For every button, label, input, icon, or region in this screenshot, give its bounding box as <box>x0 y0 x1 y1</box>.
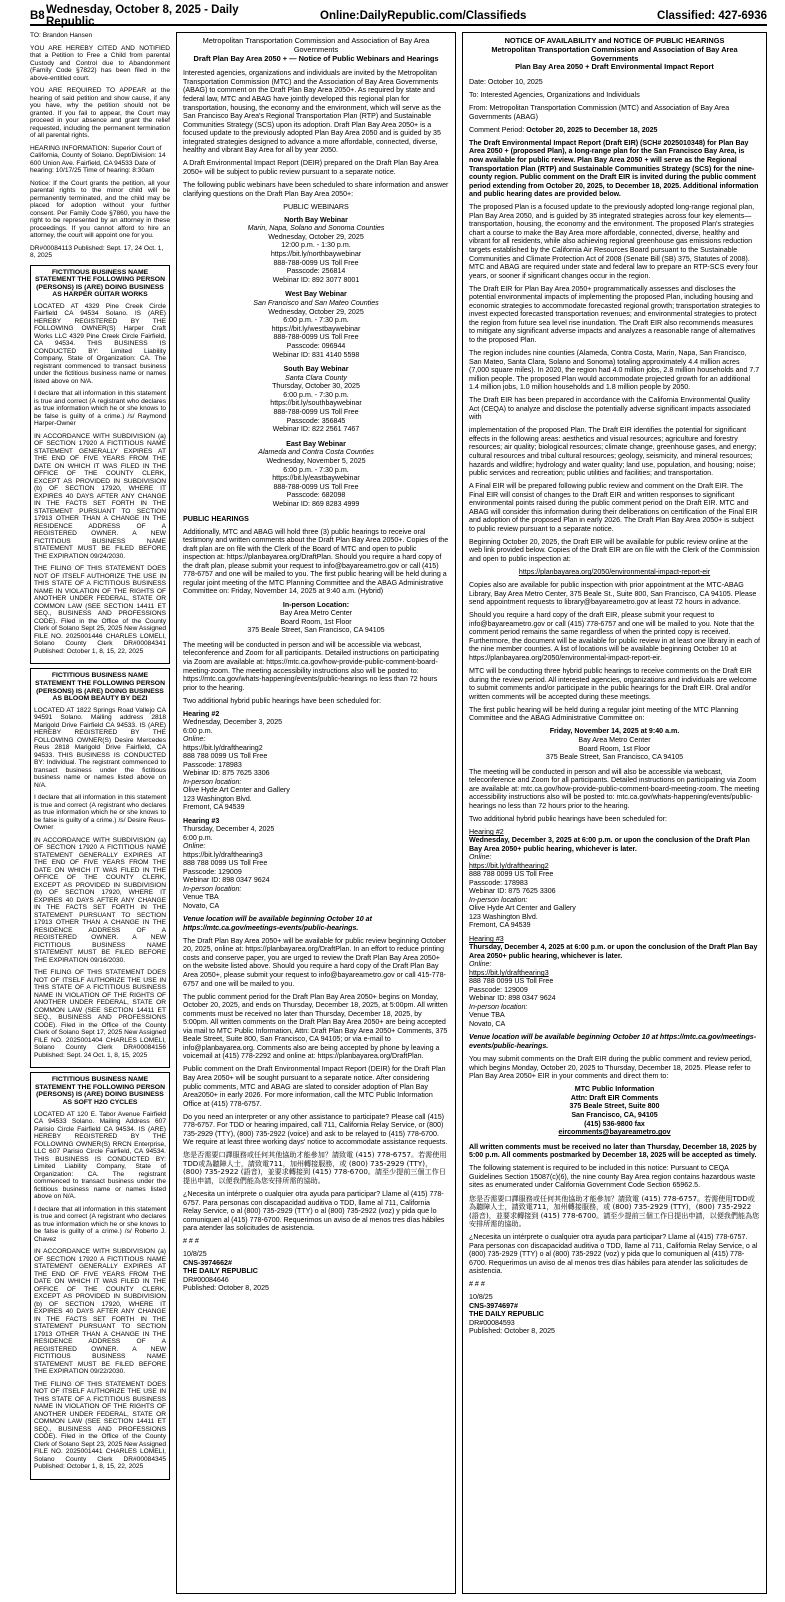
fbn-para: IN ACCORDANCE WITH SUBDIVISION (a) OF SECTION 17920 A FICTITIOUS NAME STATEMENT GENERALLY EXPIRES AT THE END OF FIVE YEARS FROM THE DATE ON WHICH IT WAS FILED IN THE OFFICE OF THE COUNTY CLERK, EXCEPT AS PROVIDED IN SUBDIVISION (b) OF SECTION 17920, WHERE IT EXPIRES 40 DAYS AFTER ANY CHANGE IN THE FACTS SET FORTH IN THE STATEMENT PURSUANT TO SECTION 17913 OTHER THAN A CHANGE IN THE RESIDENCE ADDRESS OF A REGISTERED OWNER. A NEW FICTITIOUS BUSINESS NAME STATEMENT MUST BE FILED BEFORE THE EXPIRATION 09/24/2030. <box>34 432 166 560</box>
notice-para: Two additional hybrid public hearings have been scheduled for: <box>183 696 381 705</box>
notice-para: Additionally, MTC and ABAG will hold three (3) public hearings to receive oral testimony and written comments about the Draft Plan Bay Area 2050+. Copies of the draft plan are on file with the Clerk of the Board of MTC and open to public inspection at: https://planbayarea.org/DraftPlan. Should you require a hard copy of the draft plan, please submit your request to info@bayareametro.gov or call (415) 778-6757 and one will be mailed to you. The first public hearing will be held during a regular joint meeting of the MTC Planning Committee and the ABAG Administrative Committee on: Friday, November 14, 2025 at 9:40 a.m. (Hybrid) <box>183 527 449 596</box>
legal-notices-column <box>30 32 170 1594</box>
webinar-link[interactable]: https://bit.ly/northbaywebinar <box>270 249 362 258</box>
eir-para-chinese: 您是否需要口譯服務或任何其他協助才能參加？請致電 (415) 778-6757。若需使用TDD或為聽障人士，請致電711，加州轉接服務，或 (800) 735-2929 (TTY)，(800) 735-2922 (語音)，並要求轉接到 (415) 778-6700。請至少提前三個工作日提出申請，以便我們能為您安排所需的協助。 <box>469 1193 760 1229</box>
notice-heading: Draft Plan Bay Area 2050 + — Notice of Public Webinars and Hearings <box>193 53 439 63</box>
citation-published: DR#00084113 Published: Sept. 17, 24 Oct. 1, 8, 2025 <box>30 244 164 259</box>
meeting-date: Friday, November 14, 2025 at 9:40 a.m. <box>549 727 680 736</box>
fbn-para: I declare that all information in this statement is true and correct (A registrant who declares as true information which he or she knows to be false is guilty of a crime.) /s/ Desire Reus-Owner <box>34 794 166 832</box>
hearing-online-label: Online: <box>469 853 492 862</box>
hearing-passcode: Passcode: 129009 <box>469 985 528 994</box>
notice-para-spanish: ¿Necesita un intérprete o cualquier otra ayuda para participar? Llame al (415) 778-6757. Para personas con discapacidad auditiva o TDD, llame al 711, California Relay Service, o al (800) 735-2929 (TTY) o al (800) 735-2922 (voz) y pida que lo comuniquen al (415) 778-6700. Requerimos un aviso de al menos tres días hábiles para atender las solicitudes de asistencia. <box>183 1190 445 1233</box>
eir-para: The following statement is required to be included in this notice: Pursuant to CEQA Guidelines Section 15087(c)(6), the nine county Bay Area region contains hazardous waste sites as enumerated under California Government Code Section 65962.5. <box>469 1164 756 1190</box>
webinar-time: 6:00 p.m. - 7:30 p.m. <box>283 390 349 399</box>
webinar-counties: Marin, Napa, Solano and Sonoma Counties <box>247 224 385 233</box>
fbn-para: I declare that all information in this statement is true and correct (A registrant who declares as true information which he or she knows to be false is guilty of a crime.) /s/ Raymond Harper-Owner <box>34 390 166 428</box>
address-line: MTC Public Information <box>574 1085 655 1094</box>
notice-agencies: Metropolitan Transportation Commission and Association of Bay Area Governments <box>202 36 430 54</box>
webinar-id: Webinar ID: 831 4140 5598 <box>272 350 360 359</box>
webinar-date: Thursday, October 30, 2025 <box>272 382 360 391</box>
webinar-passcode: Passcode: 356845 <box>286 416 346 425</box>
end-mark: # # # <box>183 1237 199 1246</box>
footer-dr: DR#00084593 <box>469 1318 515 1327</box>
eir-para: Copies also are available for public inspection with prior appointment at the MTC-ABAG Library, Bay Area Metro Center, 375 Beale St., Suite 800, San Francisco, CA 94105. Please send appointment requests to library@bayareametro.gov at least 72 hours in advance. <box>469 581 757 607</box>
hearing-online-label: Online: <box>183 842 206 851</box>
hearing-webinar-id: Webinar ID: 898 0347 9624 <box>183 876 270 885</box>
fbn-para: I declare that all information in this statement is true and correct (A registrant who declares as true information which he or she knows to be false is guilty of a crime.) /s/ Roberto J. Chavez <box>34 1205 166 1243</box>
end-mark: # # # <box>469 1280 485 1289</box>
location-line: 375 Beale Street, San Francisco, CA 94105 <box>247 626 385 635</box>
footer-paper: THE DAILY REPUBLIC <box>469 1310 544 1319</box>
webinars-heading: PUBLIC WEBINARS <box>283 202 349 211</box>
notice-para-chinese: 您是否需要口譯服務或任何其他協助才能參加？請致電 (415) 778-6757。若需使用TDD或為聽障人士，請致電711，加州轉接服務，或 (800) 735-2929 (TTY)，(800) 735-2922 (語音)，並要求轉接到 (415) 778-6700。請至少提前三個工作日提出申請，以便我們能為您安排所需的協助。 <box>183 1150 447 1186</box>
hearing-phone: 888 788 0099 US Toll Free <box>469 977 554 986</box>
address-line: 375 Beale Street, Suite 800 <box>569 1102 660 1111</box>
webinar-name: North Bay Webinar <box>284 215 348 224</box>
eir-deadline: All written comments must be received no later than Thursday, December 18, 2025 by 5:00 p.m. All comments postmarked by December 18, 2025 will be accepted as timely. <box>469 1142 757 1160</box>
meeting-line: Bay Area Metro Center <box>578 735 651 744</box>
webinar-counties: Alameda and Contra Costa Counties <box>258 448 374 457</box>
webinar-passcode: Passcode: 682098 <box>286 491 346 500</box>
webinar-name: South Bay Webinar <box>283 365 349 374</box>
period-value: October 20, 2025 to December 18, 2025 <box>526 125 658 134</box>
hearing-webinar-id: Webinar ID: 875 7625 3306 <box>183 769 270 778</box>
eir-availability-notice <box>462 32 767 1594</box>
webinar-phone: 888-788-0099 US Toll Free <box>273 258 359 267</box>
webinar-east-bay <box>183 440 449 509</box>
webinar-passcode: Passcode: 256814 <box>286 267 346 276</box>
fbn-statement-bloom-beauty <box>30 668 170 1068</box>
hearing-venue: Venue TBA <box>469 1011 505 1020</box>
webinar-phone: 888-788-0099 US Toll Free <box>273 482 359 491</box>
fbn-para: THE FILING OF THIS STATEMENT DOES NOT OF ITSELF AUTHORIZE THE USE IN THIS STATE OF A FICTITIOUS BUSINESS NAME IN VIOLATION OF THE RIGHTS OF ANOTHER UNDER FEDERAL, STATE OR COMMON LAW (SEE SECTION 14411 ET SEQ., BUSINESS AND PROFESSIONS CODE). Filed in the Office of the County Clerk of Solano Sept 25, 2025 New Assigned FILE NO. 2025001446 CHARLES LOMELI, Solano County Clerk DR#00084341 Published: October 1, 8, 15, 22, 2025 <box>34 565 166 655</box>
webinar-phone: 888-788-0099 US Toll Free <box>273 333 359 342</box>
in-person-location <box>183 601 449 635</box>
hearing-information: HEARING INFORMATION: Superior Court of California, County of Solano. Dept/Division: 14 600 Union Ave. Fairfield, CA 94533 Date of hearing: 10/17/25 Time of hearing: 8:30am <box>30 144 166 174</box>
footer-cns: CNS-3974697# <box>469 1301 518 1310</box>
eir-para: implementation of the proposed Plan. The Draft EIR identifies the potential for significant effects in the following areas: aesthetics and visual resources; agriculture and forestry resources; air quality; biological resources; climate change, greenhouse gases, and energy; cultural resources and tribal cultural resources; geology, seismicity, and mineral resources; hazards and wildfire; hydrology and water quality; land use, population, and housing; noise; public services and recreation; public utilities and facilities; and transportation. <box>469 426 757 478</box>
footer-cns: CNS-3974662# <box>183 1258 232 1267</box>
eir-to: To: Interested Agencies, Organizations and Individuals <box>469 91 640 100</box>
hearing-link[interactable]: https://bit.ly/drafthearing3 <box>469 968 549 977</box>
hearing-city: Novato, CA <box>183 901 220 910</box>
address-fax: (415) 536-9800 fax <box>584 1119 645 1128</box>
hearing-city: Novato, CA <box>469 1019 506 1028</box>
webinar-passcode: Passcode: 096944 <box>286 341 346 350</box>
fbn-statement-harper-guitar-works <box>30 265 170 665</box>
hearing-address: 123 Washington Blvd. <box>469 912 538 921</box>
hearing-label: Hearing #3 <box>469 934 504 943</box>
footer-paper: THE DAILY REPUBLIC <box>183 1267 258 1276</box>
webinars-hearings-notice <box>176 32 456 1594</box>
webinar-time: 6:00 p.m. - 7:30 p.m. <box>283 465 349 474</box>
hearing-time: 6:00 p.m. <box>183 833 213 842</box>
webinar-counties: Santa Clara County <box>285 373 347 382</box>
webinar-link[interactable]: https://bit.ly/southbaywebinar <box>270 399 362 408</box>
hearing-online-label: Online: <box>469 960 492 969</box>
webinar-id: Webinar ID: 822 2561 7467 <box>272 425 360 434</box>
notice-para: Do you need an interpreter or any other assistance to participate? Please call (415) 778-6757. For TDD or hearing impaired, call 711, California Relay Service, or (800) 735-2929 (TTY), (800) 735-2922 (voice) and ask to be relayed to (415) 778-6700. We require at least three working days' notice to accommodate assistance requests. <box>183 1112 448 1147</box>
webinar-link[interactable]: https://bit.ly/eastbaywebinar <box>272 474 360 483</box>
notice-title <box>183 37 449 63</box>
address-line: San Francisco, CA, 94105 <box>571 1111 658 1119</box>
eir-hearing-3 <box>469 935 760 1029</box>
notice-para: Interested agencies, organizations and individuals are invited by the Metropolitan Transportation Commission (MTC) and the Association of Bay Area Governments (ABAG) to comment on the Draft Plan Bay Area 2050+. As required by state and federal law, MTC and ABAG have jointly developed this regional plan for transportation, housing, the economy and the environment, which will serve as the San Francisco Bay Area's Regional Transportation Plan (RTP) and Sustainable Communities Strategy (SCS) upon its adoption. Draft Plan Bay Area 2050+ is a focused update to the previously adopted Plan Bay Area 2050 and is guided by 35 integrated strategies designed to advance a more affordable, connected, diverse, healthy and vibrant Bay Area for all by year 2050. <box>183 69 441 155</box>
eir-para: The Draft EIR has been prepared in accordance with the California Environmental Quality Act (CEQA) to analyze and disclose the potentially adverse significant impacts associated with <box>469 396 751 422</box>
webinar-phone: 888-788-0099 US Toll Free <box>273 408 359 417</box>
hearing-online-label: Online: <box>183 735 206 744</box>
eir-para: The meeting will be conducted in person and will also be accessible via webcast, teleconference and Zoom for all participants. Detailed instructions on participating via Zoom are available at: mtc.ca.gov/how-provide-public-comment-board-meeting-zoom. The meeting accessibility instructions also will be posted to: mtc.ca.gov/whats-happening/events/public-hearings no less than 72 hours prior to the hearing. <box>469 767 760 810</box>
webinar-id: Webinar ID: 869 8283 4999 <box>272 500 360 508</box>
header-date: Wednesday, October 8, 2025 - Daily Republic <box>46 4 239 28</box>
hearing-link[interactable]: https://bit.ly/drafthearing2 <box>183 743 263 752</box>
eir-title-line: Metropolitan Transportation Commission and Association of Bay Area Governments <box>491 44 738 63</box>
location-label: In-person Location: <box>282 600 350 609</box>
period-label: Comment Period: <box>469 125 527 134</box>
fbn-title: FICTITIOUS BUSINESS NAME STATEMENT THE FOLLOWING PERSON (PERSONS) IS (ARE) DOING BUSINESS AS SOFT H2O CYCLES <box>34 1076 166 1107</box>
hearing-label: Hearing #2 <box>469 827 504 836</box>
footer-published: Published: October 8, 2025 <box>183 1284 269 1293</box>
eir-para: The first public hearing will be held during a regular joint meeting of the MTC Planning Committee and the ABAG Administrative Committee on: <box>469 705 739 723</box>
webinar-link[interactable]: https://bit.ly/westbaywebinar <box>271 324 361 333</box>
eir-date: Date: October 10, 2025 <box>469 78 543 87</box>
hearing-passcode: Passcode: 178983 <box>183 760 242 769</box>
eir-para-spanish: ¿Necesita un intérprete o cualquier otra ayuda para participar? Llame al (415) 778-6757. Para personas con discapacidad auditiva o TDD, llame al 711, California Relay Service, o al (800) 735-2929 (TTY) o al (800) 735-2922 (voz) y pida que lo comuniquen al (415) 778-6700. Requerimos un aviso de al menos tres días hábiles para atender las solicitudes de asistencia. <box>469 1233 758 1276</box>
webinar-date: Wednesday, October 29, 2025 <box>268 232 364 241</box>
hearing-inperson-label: In-person location: <box>183 884 242 893</box>
meeting-line: 375 Beale Street, San Francisco, CA 94105 <box>545 753 684 762</box>
fbn-statement-soft-h2o-cycles <box>30 1072 170 1479</box>
eir-para: Should you require a hard copy of the draft EIR, please submit your request to info@bayareametro.gov or call (415) 778-6757 and one will be mailed to you. Note that the comment period remains the same regardless of when the printed copy is received. Furthermore, the document will be available for public review in at least one library in each of the nine member counties. A list of locations will be available beginning October 10 at https://planbayarea.org/2050/environmental-impact-report-eir. <box>469 611 760 662</box>
notice-para: The following public webinars have been scheduled to share information and answer clarifying questions on the Draft Plan Bay Area 2050+: <box>183 180 449 198</box>
footer-date: 10/8/25 <box>183 1250 207 1259</box>
hearing-label: Hearing #2 <box>183 709 220 718</box>
address-line: Attn: Draft EIR Comments <box>570 1093 659 1102</box>
webinar-name: East Bay Webinar <box>286 439 346 448</box>
hearing-3 <box>183 817 449 911</box>
hearing-phone: 888 788 0099 US Toll Free <box>469 870 554 879</box>
fbn-para: THE FILING OF THIS STATEMENT DOES NOT OF ITSELF AUTHORIZE THE USE IN THIS STATE OF A FICTITIOUS BUSINESS NAME IN VIOLATION OF THE RIGHTS OF ANOTHER UNDER FEDERAL, STATE OR COMMON LAW (SEE SECTION 14411 ET SEQ., BUSINESS AND PROFESSIONS CODE). Filed in the Office of the County Clerk of Solano Sept 17, 2025 New Assigned FILE NO. 2025001404 CHARLES LOMELI, Solano County Clerk DR#00084156 Published: Sept. 24 Oct. 1, 8, 15, 2025 <box>34 969 166 1059</box>
hearing-inperson-label: In-person location: <box>469 1002 528 1011</box>
citation-para: Notice: If the Court grants the petition, all your parental rights to the minor child will be permanently terminated, and the child may be placed for adoption without your further consent. Per Family Code §7860, you have the right to be represented by an attorney in these proceedings. If you cannot afford to hire an attorney, the court will appoint one for you. <box>30 179 170 239</box>
webinar-counties: San Francisco and San Mateo Counties <box>253 298 379 307</box>
hearing-date: Wednesday, December 3, 2025 <box>183 718 283 727</box>
webinar-name: West Bay Webinar <box>285 290 347 299</box>
hearing-label: Hearing #3 <box>183 816 220 825</box>
notice-para: A Draft Environmental Impact Report (DEIR) prepared on the Draft Plan Bay Area 2050+ will be subject to public review pursuant to a separate notice. <box>183 159 439 176</box>
eir-para: Two additional hybrid public hearings have been scheduled for: <box>469 814 667 823</box>
eir-link[interactable]: https://planbayarea.org/2050/environmental-impact-report-eir <box>518 568 711 577</box>
hearing-venue: Olive Hyde Art Center and Gallery <box>469 904 576 913</box>
citation-para: YOU ARE HEREBY CITED AND NOTIFIED that a Petition to Free a Child from parental Custody and Control due to Abandonment (Family Code §7822) has been filed in the above-entitled court. <box>30 44 170 82</box>
webinar-id: Webinar ID: 892 3077 8001 <box>272 275 360 284</box>
citation-para: YOU ARE REQUIRED TO APPEAR at the hearing of said petition and show cause, if any you have, why the petition should not be granted. If you fail to appear, the Court may proceed in your absence and grant the relief requested, including the permanent termination of all parental rights. <box>30 87 170 139</box>
hearing-time: 6:00 p.m. <box>183 726 213 735</box>
hearing-2 <box>183 710 449 812</box>
notice-para: Public comment on the Draft Environmental Impact Report (DEIR) for the Draft Plan Bay Area 2050+ will be sought pursuant to a separate notice. After considering public comments, MTC and ABAG are slated to consider adoption of Plan Bay Area2050+ in early 2026. For more information, call the MTC Public Information Office at (415) 778-6757. <box>183 1065 446 1108</box>
eir-para: The Draft EIR for Plan Bay Area 2050+ programmatically assesses and discloses the potential environmental impacts of implementing the proposed Plan, including housing and economic strategies to accommodate forecasted regional growth; transportation strategies to invest expected forecasted transportation revenues; and environmental strategies to protect the region from future sea level rise inundation. The Draft EIR also recommends measures to mitigate any significant adverse impacts and analyzes a reasonable range of alternatives to the proposed Plan. <box>469 284 760 344</box>
eir-comment-period <box>469 126 760 135</box>
footer-dr: DR#00084646 <box>183 1275 229 1284</box>
eir-para: MTC will be conducting three hybrid public hearings to receive comments on the Draft EIR during the review period. All interested agencies, organizations and individuals are welcome to submit comments and/or participate in the public hearings for the Draft EIR. Oral and/or written comments will be accepted during these meetings. <box>469 667 757 701</box>
meeting-line: Board Room, 1st Floor <box>578 744 651 753</box>
eir-title <box>469 37 760 72</box>
eir-para: The proposed Plan is a focused update to the previously adopted long-range regional plan, Plan Bay Area 2050, and is guided by 35 integrated strategies across four key elements—transportation, housing, the economy and the environment. The proposed Plan's strategies chart a course to make the Bay Area more affordable, connected, diverse, healthy and vibrant for all residents, while also achieving regional greenhouse gas emissions reduction targets established by the California Air Resources Board pursuant to the Sustainable Communities and Climate Protection Act of 2008 (Senate Bill (SB) 375, Statutes of 2008). MTC and ABAG are required under state and federal law to prepare an RTP-SCS every four years, or sooner if significant changes occur in the region. <box>469 203 758 280</box>
hearing-venue: Venue TBA <box>183 893 219 902</box>
webinar-time: 12:00 p.m. - 1:30 p.m. <box>281 241 351 250</box>
hearing-inperson-label: In-person location: <box>183 777 242 786</box>
notice-para: The public comment period for the Draft Plan Bay Area 2050+ begins on Monday, October 20, 2025, and ends on Thursday, December 18, 2025, at 5:00pm. All written comments must be received no later than Thursday, December 18, 2025, by 5:00pm. All written comments on the Draft Plan Bay Area 2050+ are being accepted via mail to MTC Public Information, Attn: Draft Plan Bay Area 2050+ Comments, 375 Beale Street, Suite 800, San Francisco, CA 94105; or via e-mail to info@planbayarea.org. Comments also are being accepted by phone by leaving a voicemail at (415) 778-2292 and online at: https://planbayarea.org/DraftPlan. <box>183 992 448 1061</box>
comment-address <box>469 1085 760 1137</box>
hearing-webinar-id: Webinar ID: 875 7625 3306 <box>469 887 556 896</box>
hearing-webinar-id: Webinar ID: 898 0347 9624 <box>469 994 556 1003</box>
webinar-west-bay <box>183 290 449 359</box>
fbn-para: IN ACCORDANCE WITH SUBDIVISION (a) OF SECTION 17920 A FICTITIOUS NAME STATEMENT GENERALLY EXPIRES AT THE END OF FIVE YEARS FROM THE DATE ON WHICH IT WAS FILED IN THE OFFICE OF THE COUNTY CLERK, EXCEPT AS PROVIDED IN SUBDIVISION (b) OF SECTION 17920, WHERE IT EXPIRES 40 DAYS AFTER ANY CHANGE IN THE FACTS SET FORTH IN THE STATEMENT PURSUANT TO SECTION 17913 OTHER THAN A CHANGE IN THE RESIDENCE ADDRESS OF A REGISTERED OWNER. A NEW FICTITIOUS BUSINESS NAME STATEMENT MUST BE FILED BEFORE THE EXPIRATION 09/16/2030. <box>34 836 166 964</box>
fbn-title: FICTITIOUS BUSINESS NAME STATEMENT THE FOLLOWING PERSON (PERSONS) IS (ARE) DOING BUSINESS AS HARPER GUITAR WORKS <box>34 268 166 299</box>
webinar-time: 6:00 p.m. - 7:30 p.m. <box>283 316 349 325</box>
eir-para: The region includes nine counties (Alameda, Contra Costa, Marin, Napa, San Francisco, San Mateo, Santa Clara, Solano and Sonoma) totaling approximately 4.4 million acres (7,000 square miles). In 2020, the region had 4.0 million jobs, 2.8 million households and 7.7 million people. The proposed Plan would accommodate projected growth for an additional 1.4 million jobs, 1.0 million households and 1.8 million people by 2050. <box>469 349 760 392</box>
citation-to: TO: Brandon Hansen <box>30 32 93 39</box>
hearing-link[interactable]: https://bit.ly/drafthearing2 <box>469 861 549 870</box>
header-classified-phone: Classified: 427-6936 <box>657 10 767 22</box>
fbn-para: LOCATED AT 1822 Springs Road Vallejo CA 94591 Solano. Mailing address 2818 Marigold Drive Fairfield CA 94533. IS (ARE) HEREBY REGISTERED BY THE FOLLOWING OWNER(S) Desire Mercedes Reus 2818 Marigold Drive Fairfield, CA 94533. THIS BUSINESS IS CONDUCTED BY: Individual. The registrant commenced to transact business under the fictitious business name or names listed above on N/A. <box>34 706 166 789</box>
notice-para: The Draft Plan Bay Area 2050+ will be available for public review beginning October 20, 2025, online at: https://planbayarea.org/DraftPlan. In an effort to reduce printing costs and conserve paper, you are urged to review the Draft Plan Bay Area 2050+ on the website listed above. Should you require a hard copy of the Draft Plan Bay Area 2050+, please submit your request to info@bayareametro.gov or call 415-778-6757 and one will be mailed to you. <box>183 936 447 988</box>
footer-date: 10/8/25 <box>469 1293 493 1302</box>
eir-meeting-location <box>469 727 760 761</box>
hearing-venue: Olive Hyde Art Center and Gallery <box>183 786 290 795</box>
notice-para: The meeting will be conducted in person and will be accessible via webcast, teleconference and Zoom for all participants. Detailed instructions on participating via Zoom are available at: https://mtc.ca.gov/how-provide-public-comment-board-meeting-zoom. The meeting accessibility instructions also will be posted to: https://mtc.ca.gov/whats-happening/events/public-hearings no less than 72 hours prior to the hearing. <box>183 640 439 692</box>
location-line: Bay Area Metro Center <box>279 609 353 618</box>
header-site-link[interactable]: Online:DailyRepublic.com/Classifieds <box>320 10 527 22</box>
hearing-city: Fremont, CA 94539 <box>183 803 245 812</box>
fbn-para: THE FILING OF THIS STATEMENT DOES NOT OF ITSELF AUTHORIZE THE USE IN THIS STATE OF A FICTITIOUS BUSINESS NAME IN VIOLATION OF THE RIGHTS OF ANOTHER UNDER FEDERAL, STATE OR COMMON LAW (SEE SECTION 14411 ET SEQ., BUSINESS AND PROFESSIONS CODE). Filed in the Office of the County Clerk of Solano Sept 23, 2025 New Assigned FILE NO. 2025001441 CHARLES LOMELI, Solano County Clerk DR#00084345 Published: October 1, 8, 15, 22, 2025 <box>34 1380 166 1471</box>
hearing-address: 123 Washington Blvd. <box>183 794 252 803</box>
hearing-passcode: Passcode: 178983 <box>469 878 528 887</box>
eir-para: You may submit comments on the Draft EIR during the public comment and review period, which begins Monday, October 20, 2025 to Thursday, December 18, 2025. Please refer to Plan Bay Area 2050+ EIR in your comments and direct them to: <box>469 1055 752 1081</box>
location-line: Board Room, 1st Floor <box>280 617 352 626</box>
notice-footer <box>183 1250 449 1293</box>
page-header <box>30 4 767 28</box>
eir-footer <box>469 1293 760 1336</box>
eir-bold-intro: The Draft Environmental Impact Report (Draft EIR) (SCH# 2025010348) for Plan Bay Area 2050 + (proposed Plan), a long-range plan for the San Francisco Bay Area, is now available for public review. Plan Bay Area 2050 + will serve as the Regional Transportation Plan (RTP) and Sustainable Communities Strategy (SCS) for the nine-county region. Public comment on the Draft EIR is invited during the public comment period extending from October 20, 2025, to December 18, 2025. Additional information and public hearing dates are provided below. <box>469 138 759 199</box>
page-number: B8 <box>30 10 45 22</box>
eir-hearing-2 <box>469 828 760 930</box>
hearing-phone: 888 788 0099 US Toll Free <box>183 859 268 868</box>
hearings-heading: PUBLIC HEARINGS <box>183 514 249 523</box>
fbn-para: LOCATED AT 4329 Pine Creek Circle Fairfield CA 94534 Solano. IS (ARE) HEREBY REGISTERED BY THE FOLLOWING OWNER(S) Harper Craft Works LLC 4329 Pine Creek Circle Fairfield, CA 94534. THIS BUSINESS IS CONDUCTED BY: Limited Liability Company, State of Organization: CA. The registrant commenced to transact business under the fictitious business name or names listed above on N/A. <box>34 302 166 385</box>
hearing-city: Fremont, CA 94539 <box>469 921 531 930</box>
hearing-passcode: Passcode: 129009 <box>183 867 242 876</box>
venue-note: Venue location will be available beginning October 10 at https://mtc.ca.gov/meetings-events/public-hearings. <box>469 1033 757 1051</box>
eir-title-line: NOTICE OF AVAILABILITY and NOTICE OF PUBLIC HEARINGS <box>504 36 725 45</box>
fbn-title: FICTITIOUS BUSINESS NAME STATEMENT THE FOLLOWING PERSON (PERSONS) IS (ARE) DOING BUSINESS AS BLOOM BEAUTY BY DEZI <box>34 672 166 703</box>
eir-title-line: Plan Bay Area 2050 + Draft Environmental Impact Report <box>515 62 714 72</box>
eir-para: A Final EIR will be prepared following public review and comment on the Draft EIR. The Final EIR will consist of changes to the Draft EIR and written responses to significant environmental points raised during the public comment period on the Draft EIR. MTC and ABAG will consider this information during their deliberations on certification of the Final EIR and adoption of the proposed Plan in early 2026. The Draft Plan Bay Area 2050+ is subject to public review pursuant to a separate notice. <box>469 482 758 533</box>
hearing-phone: 888 788 0099 US Toll Free <box>183 752 268 761</box>
hearing-when: Wednesday, December 3, 2025 at 6:00 p.m. or upon the conclusion of the Draft Plan Bay Area 2050+ public hearing, whichever is later. <box>469 836 750 853</box>
webinar-north-bay <box>183 216 449 285</box>
hearing-inperson-label: In-person location: <box>469 895 528 904</box>
hearing-date: Thursday, December 4, 2025 <box>183 825 275 834</box>
webinar-date: Wednesday, November 5, 2025 <box>266 457 366 466</box>
address-email-link[interactable]: eircomments@bayareametro.gov <box>558 1128 671 1137</box>
hearing-link[interactable]: https://bit.ly/drafthearing3 <box>183 850 263 859</box>
venue-note: Venue location will be available beginning October 10 at https://mtc.ca.gov/meetings-events/public-hearings. <box>183 915 372 932</box>
eir-from: From: Metropolitan Transportation Commission (MTC) and Association of Bay Area Governments (ABAG) <box>469 104 730 121</box>
fbn-para: IN ACCORDANCE WITH SUBDIVISION (a) OF SECTION 17920 A FICTITIOUS NAME STATEMENT GENERALLY EXPIRES AT THE END OF FIVE YEARS FROM THE DATE ON WHICH IT WAS FILED IN THE OFFICE OF THE COUNTY CLERK, EXCEPT AS PROVIDED IN SUBDIVISION (b) OF SECTION 17920, WHERE IT EXPIRES 40 DAYS AFTER ANY CHANGE IN THE FACTS SET FORTH IN THE STATEMENT PURSUANT TO SECTION 17913 OTHER THAN A CHANGE IN THE RESIDENCE ADDRESS OF A REGISTERED OWNER. A NEW FICTITIOUS BUSINESS NAME STATEMENT MUST BE FILED BEFORE THE EXPIRATION 09/22/2030. <box>34 1248 166 1376</box>
fbn-para: LOCATED AT 120 E. Tabor Avenue Fairfield CA 94533 Solano. Mailing Address 607 Parisio Circle Fairfield CA 94534. IS (ARE) HEREBY REGISTERED BY THE FOLLOWING OWNER(S) RRCN Enterprise, LLC 607 Parisio Circle Fairfield, CA 94534. THIS BUSINESS IS CONDUCTED BY: Limited Liability Company, State of Organization: CA. The registrant commenced to transact business under the fictitious business name or names listed above on N/A. <box>34 1110 166 1201</box>
webinar-south-bay <box>183 365 449 434</box>
eir-para: Beginning October 20, 2025, the Draft EIR will be available for public review online at the web link provided below. Copies of the Draft EIR are on file with the Clerk of the Commission and open to public inspection at: <box>469 537 760 564</box>
webinar-date: Wednesday, October 29, 2025 <box>268 307 364 316</box>
citation-notice <box>30 32 170 260</box>
hearing-when: Thursday, December 4, 2025 at 6:00 p.m. or upon the conclusion of the Draft Plan Bay Area 2050+ public hearing, whichever is later. <box>469 943 758 960</box>
footer-published: Published: October 8, 2025 <box>469 1327 555 1336</box>
